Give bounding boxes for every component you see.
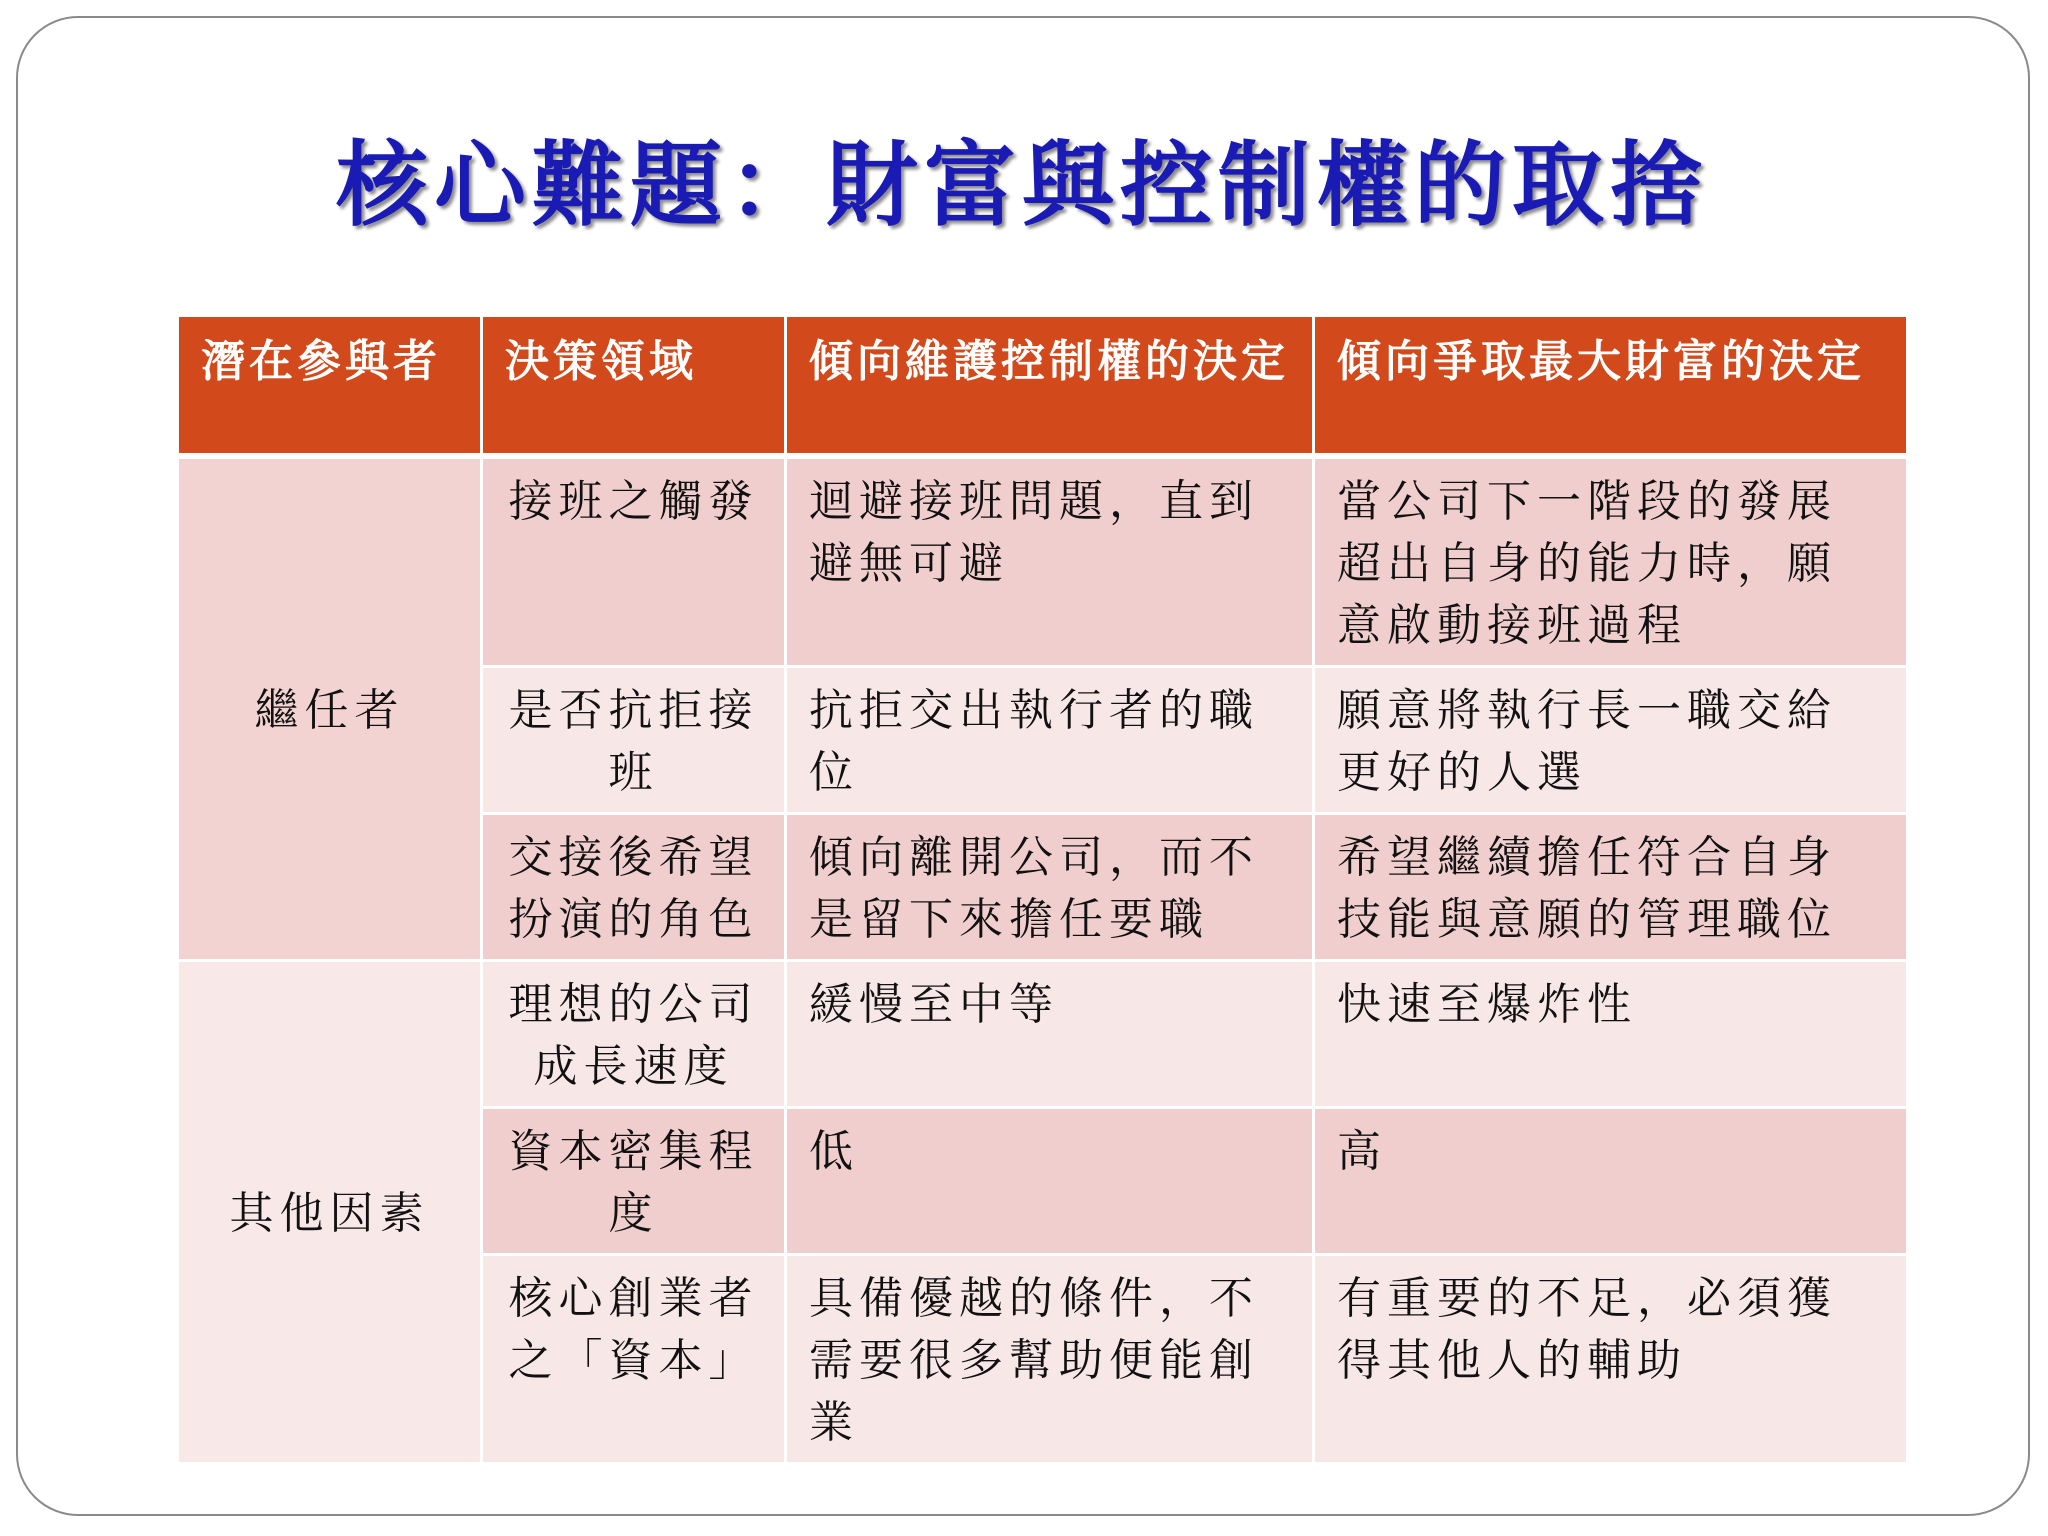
table-row	[178, 456, 1908, 667]
wealth-cell: 希望繼續擔任符合自身技能與意願的管理職位	[1314, 814, 1908, 961]
header-domain: 決策領域	[482, 316, 786, 457]
domain-cell: 核心創業者之「資本」	[482, 1255, 786, 1464]
table-row	[178, 961, 1908, 1108]
slide-title: 核心難題：財富與控制權的取捨	[336, 131, 1709, 239]
header-wealth: 傾向爭取最大財富的決定	[1314, 316, 1908, 457]
header-control: 傾向維護控制權的決定	[786, 316, 1314, 457]
domain-cell: 接班之觸發	[482, 456, 786, 667]
wealth-cell: 當公司下一階段的發展超出自身的能力時，願意啟動接班過程	[1314, 456, 1908, 667]
comparison-table	[176, 314, 1909, 1465]
wealth-cell: 有重要的不足，必須獲得其他人的輔助	[1314, 1255, 1908, 1464]
domain-cell: 是否抗拒接班	[482, 667, 786, 814]
wealth-cell: 願意將執行長一職交給更好的人選	[1314, 667, 1908, 814]
wealth-cell: 高	[1314, 1108, 1908, 1255]
control-cell: 低	[786, 1108, 1314, 1255]
domain-cell: 資本密集程度	[482, 1108, 786, 1255]
control-cell: 迴避接班問題，直到避無可避	[786, 456, 1314, 667]
control-cell: 具備優越的條件，不需要很多幫助便能創業	[786, 1255, 1314, 1464]
domain-cell: 交接後希望扮演的角色	[482, 814, 786, 961]
group-participant: 其他因素	[178, 961, 482, 1464]
domain-cell: 理想的公司成長速度	[482, 961, 786, 1108]
header-participant: 潛在參與者	[178, 316, 482, 457]
group-participant: 繼任者	[178, 456, 482, 961]
wealth-cell: 快速至爆炸性	[1314, 961, 1908, 1108]
control-cell: 傾向離開公司，而不是留下來擔任要職	[786, 814, 1314, 961]
control-cell: 抗拒交出執行者的職位	[786, 667, 1314, 814]
control-cell: 緩慢至中等	[786, 961, 1314, 1108]
table-header-row	[178, 316, 1908, 457]
